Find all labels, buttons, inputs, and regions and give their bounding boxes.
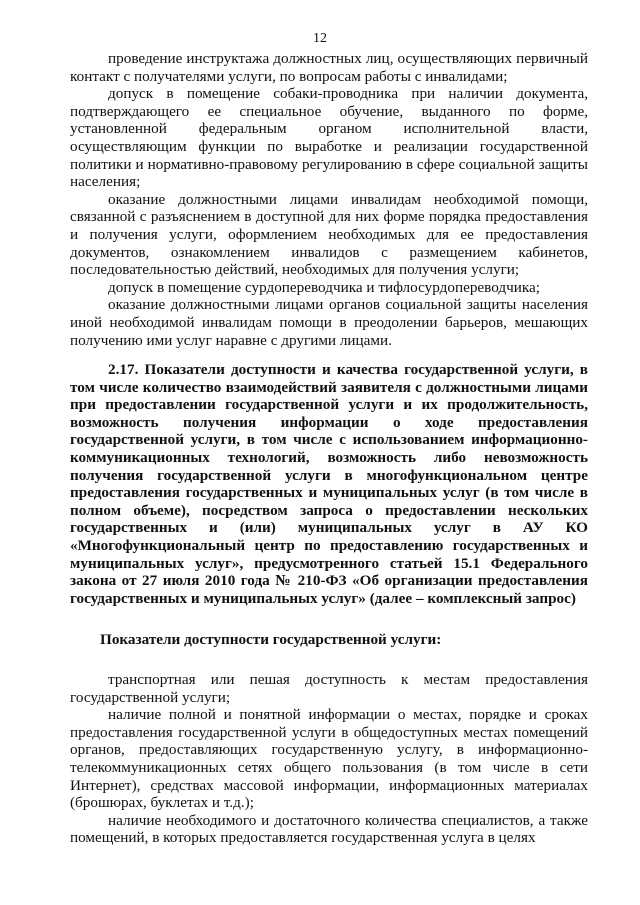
- section-title-2-17: 2.17. Показатели доступности и качества государственной услуги, в том числе количество взаимодействий заявителя с должностными лицами при предоставлении государственной услуги и их продолжительность, возможность получения информации о ходе предоставления государственной услуги, в том числе с использованием информационно-коммуникационных технологий, возможность либо невозможность получения государственной услуги в многофункциональном центре предоставления государственных и муниципальных услуг (в том числе в полном объеме), посредством запроса о предоставлении нескольких государственных и (или) муниципальных услуг в АУ КО «Многофункциональный центр по предоставлению государственных и муниципальных услуг», предусмотренного статьей 15.1 Федерального закона от 27 июля 2010 года № 210-ФЗ «Об организации предоставления государственных и муниципальных услуг» (далее – комплексный запрос): [70, 361, 588, 607]
- subheading-availability: Показатели доступности государственной услуги:: [100, 631, 442, 649]
- paragraph-sign-interpreter: допуск в помещение сурдопереводчика и тифлосурдопереводчика;: [108, 278, 540, 296]
- paragraph-guide-dog: допуск в помещение собаки-проводника при наличии документа, подтверждающего ее специальное обучение, выданного по форме, установленной федеральным органом исполнительной власти, осуществляющим функции по выработке и реализации государственной политики и нормативно-правовому регулированию в сфере социальной защиты населения;: [70, 85, 588, 191]
- document-body: [70, 50, 588, 847]
- paragraph-assistance: оказание должностными лицами инвалидам необходимой помощи, связанной с разъяснением в доступной для них форме порядка предоставления и получения услуги, оформлением необходимых для ее предоставления документов, ознакомлением инвалидов с размещением кабинетов, последовательностью действий, необходимых для получения услуги;: [70, 190, 588, 279]
- paragraph-information: наличие полной и понятной информации о местах, порядке и сроках предоставления государственной услуги в общедоступных местах помещений органов, предоставляющих государственную услугу, в информационно-телекоммуникационных сетях общего пользования (в том числе в сети Интернет), средствах массовой информации, информационных материалах (брошюрах, буклетах и т.д.);: [70, 706, 588, 812]
- paragraph-instruction: проведение инструктажа должностных лиц, осуществляющих первичный контакт с получателями услуги, по вопросам работы с инвалидами;: [70, 50, 588, 85]
- paragraph-transport: транспортная или пешая доступность к местам предоставления государственной услуги;: [70, 671, 588, 706]
- paragraph-barrier-help: оказание должностными лицами органов социальной защиты населения иной необходимой инвалидам помощи в преодолении барьеров, мешающих получению ими услуг наравне с другими лицами.: [70, 296, 588, 349]
- page-number: 12: [313, 31, 327, 46]
- paragraph-specialists: наличие необходимого и достаточного количества специалистов, а также помещений, в которых предоставляется государственная услуга в целях: [70, 811, 588, 847]
